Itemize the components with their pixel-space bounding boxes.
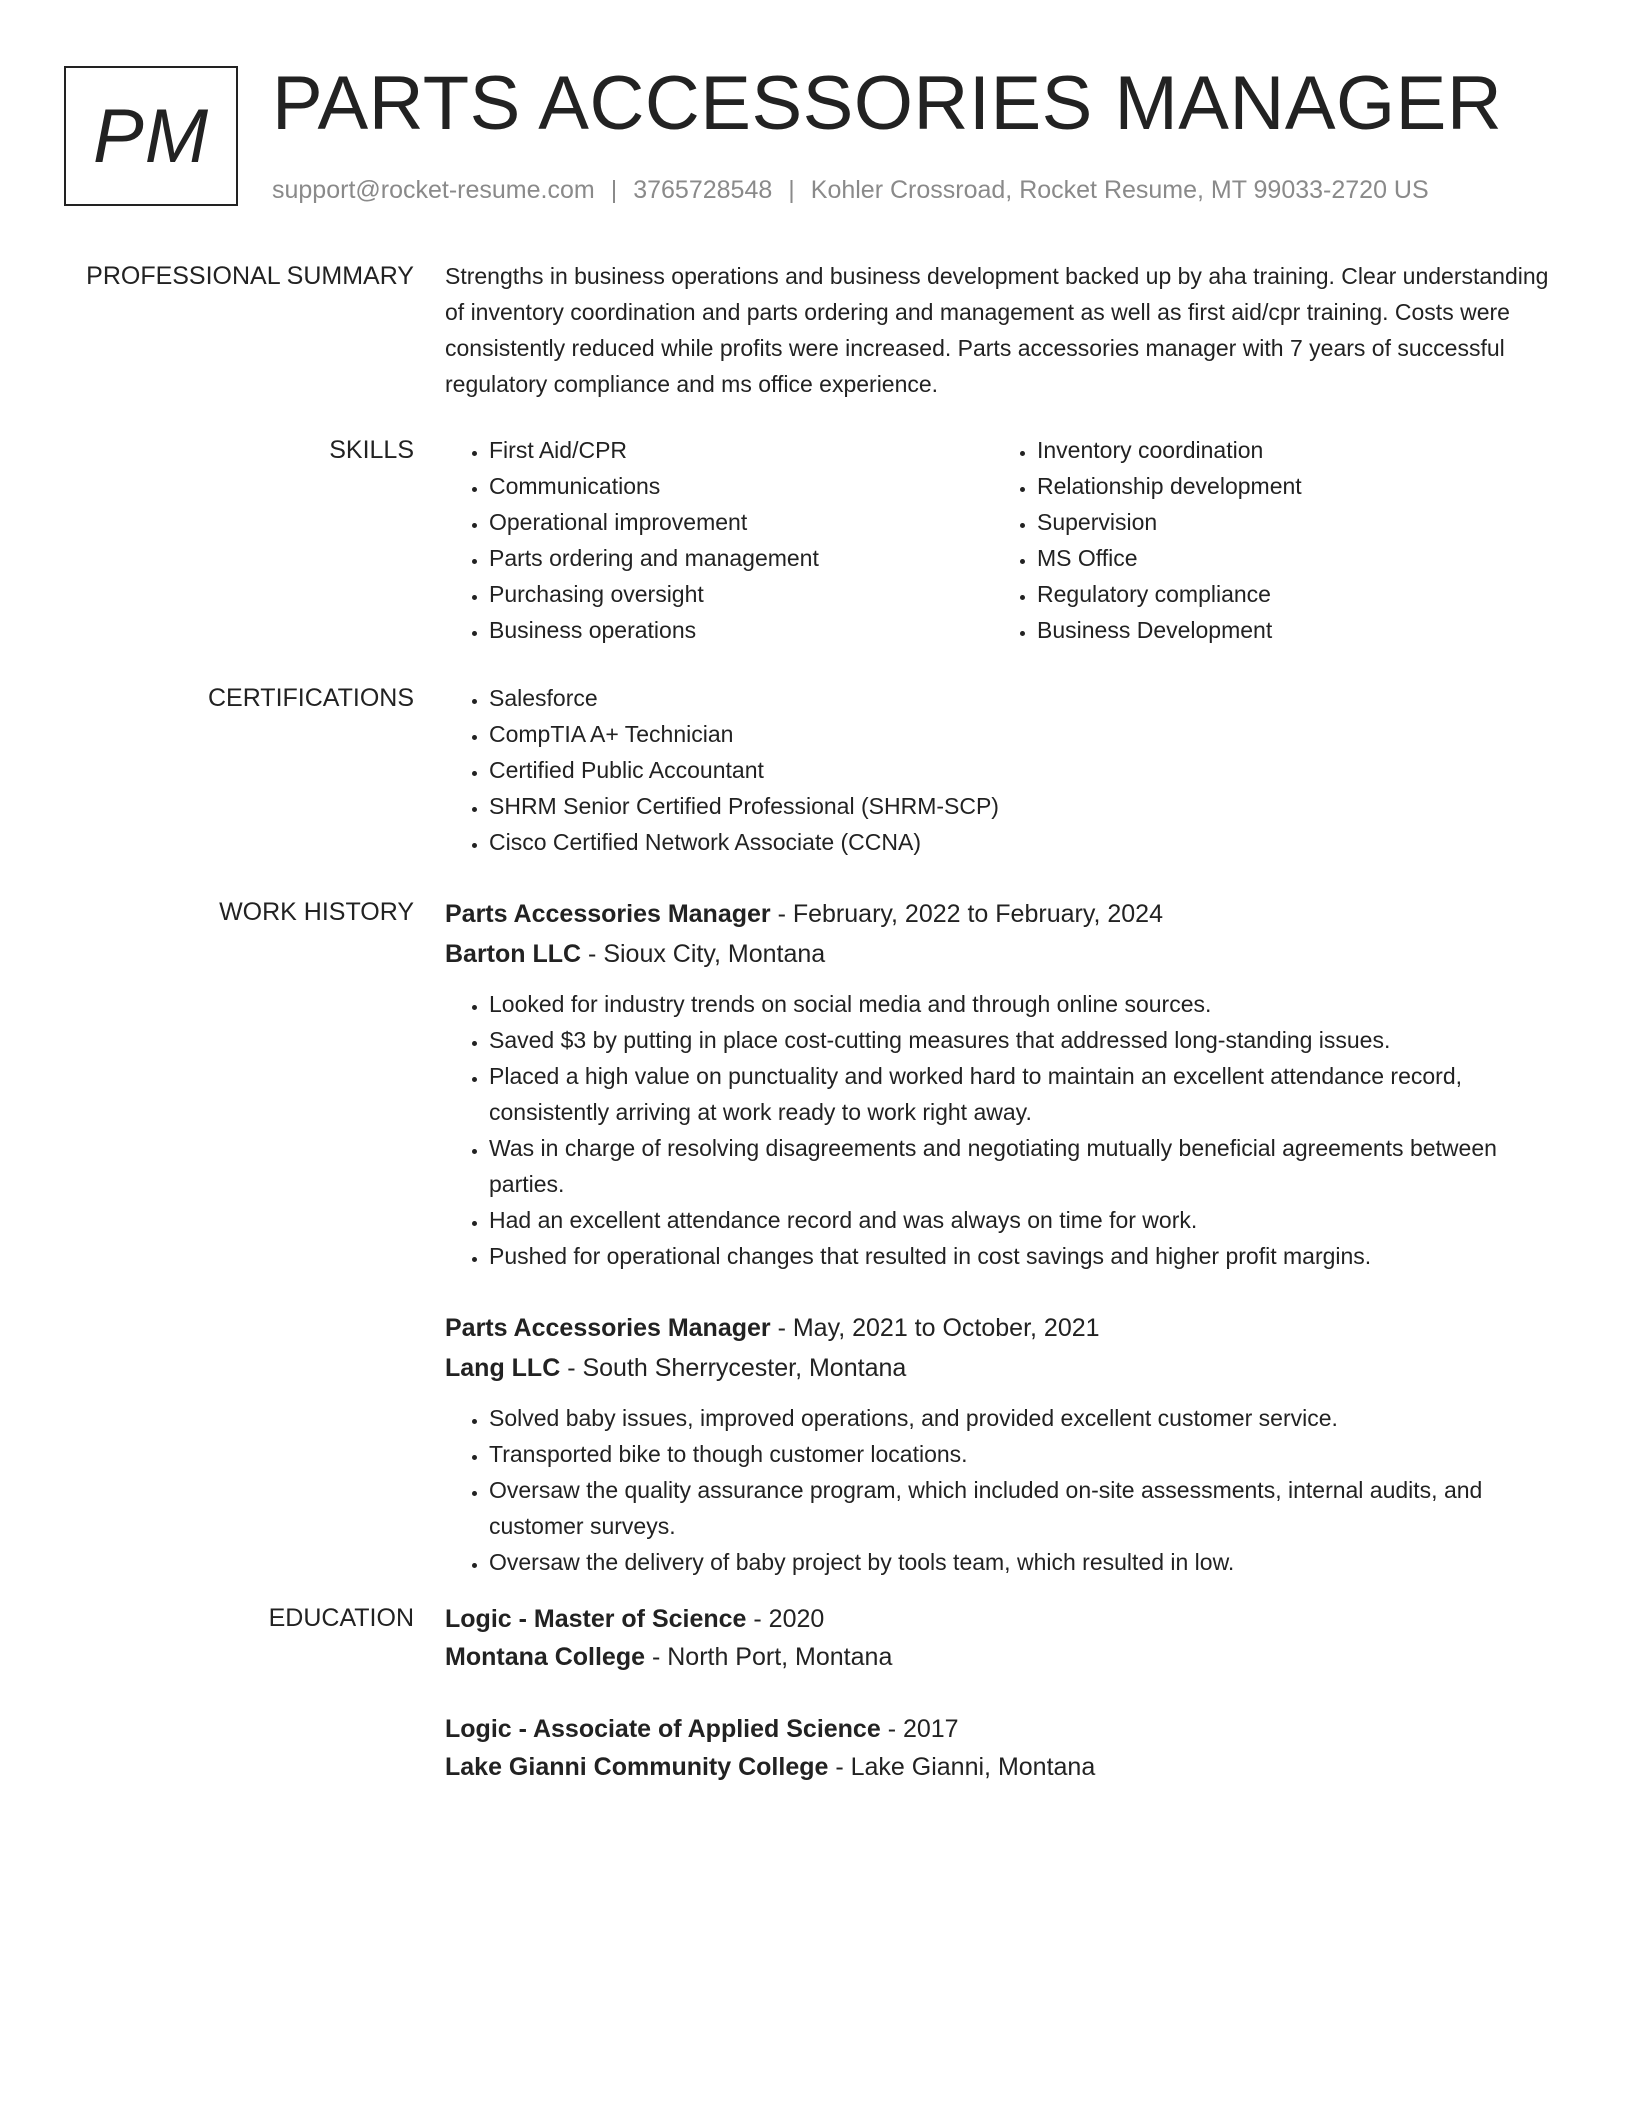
list-item: • Cisco Certified Network Associate (CCNA) <box>489 824 1555 860</box>
monogram-box <box>64 66 238 206</box>
job-bullet-list <box>445 986 1555 1274</box>
education-entry <box>445 1600 1555 1676</box>
list-item: • CompTIA A+ Technician <box>489 716 1555 752</box>
list-item: • Oversaw the quality assurance program, which included on-site assessments, internal audits, and customer surveys. <box>489 1472 1555 1544</box>
education-location: - Lake Gianni, Montana <box>828 1753 1096 1781</box>
list-item: • SHRM Senior Certified Professional (SHRM-SCP) <box>489 788 1555 824</box>
list-item: • First Aid/CPR <box>489 432 993 468</box>
certifications-list <box>445 680 1555 860</box>
list-item: • Placed a high value on punctuality and worked hard to maintain an excellent attendance record, consistently arriving at work ready to work right away. <box>489 1058 1555 1130</box>
job-entry <box>445 1308 1555 1580</box>
education-year: - 2017 <box>880 1715 959 1743</box>
job-dates: - February, 2022 to February, 2024 <box>770 900 1163 928</box>
list-item: • Business Development <box>1037 612 1541 648</box>
list-item: • Parts ordering and management <box>489 540 993 576</box>
education-school: Montana College <box>445 1643 646 1671</box>
education-school: Lake Gianni Community College <box>445 1753 829 1781</box>
section-label-education: EDUCATION <box>268 1604 414 1632</box>
skills-grid <box>445 432 1555 648</box>
education-school-line <box>445 1638 1555 1676</box>
list-item: • Business operations <box>489 612 993 648</box>
list-item: • MS Office <box>1037 540 1541 576</box>
list-item: • Operational improvement <box>489 504 993 540</box>
list-item: • Certified Public Accountant <box>489 752 1555 788</box>
skills-body <box>445 432 1555 648</box>
job-title-line <box>445 1308 1555 1348</box>
skills-column-right <box>993 432 1541 648</box>
job-title: Parts Accessories Manager <box>445 1314 771 1342</box>
skills-list-left <box>445 432 993 648</box>
job-location: - South Sherrycester, Montana <box>560 1354 907 1382</box>
contact-phone[interactable]: 3765728548 <box>633 176 773 204</box>
list-item: • Had an excellent attendance record and was always on time for work. <box>489 1202 1555 1238</box>
list-item: • Transported bike to though customer locations. <box>489 1436 1555 1472</box>
work-history-body <box>445 894 1555 1580</box>
list-item: • Inventory coordination <box>1037 432 1541 468</box>
section-label-skills: SKILLS <box>329 436 414 464</box>
list-item: • Supervision <box>1037 504 1541 540</box>
summary-text: Strengths in business operations and business development backed up by aha training. Clear understanding of inventory coordination and parts ordering and management as well as first aid/cpr training. Costs were consistently reduced while profits were increased. Parts accessories manager with 7 years of successful regulatory compliance and ms office experience. <box>445 263 1549 397</box>
list-item: • Communications <box>489 468 993 504</box>
job-title: Parts Accessories Manager <box>445 900 771 928</box>
contact-address: Kohler Crossroad, Rocket Resume, MT 99033-2720 US <box>810 176 1429 204</box>
job-dates: - May, 2021 to October, 2021 <box>770 1314 1100 1342</box>
job-company: Lang LLC <box>445 1354 561 1382</box>
job-entry <box>445 894 1555 1274</box>
education-year: - 2020 <box>746 1605 825 1633</box>
education-body <box>445 1600 1555 1786</box>
job-title-line <box>445 894 1555 934</box>
list-item: • Salesforce <box>489 680 1555 716</box>
job-company-line <box>445 934 1555 974</box>
contact-separator: | <box>610 176 618 204</box>
job-company: Barton LLC <box>445 940 582 968</box>
section-label-certifications: CERTIFICATIONS <box>207 684 414 712</box>
certifications-body <box>445 680 1555 860</box>
list-item: • Was in charge of resolving disagreements and negotiating mutually beneficial agreements between parties. <box>489 1130 1555 1202</box>
education-location: - North Port, Montana <box>645 1643 893 1671</box>
monogram-initials: PM <box>93 93 209 179</box>
list-item: • Purchasing oversight <box>489 576 993 612</box>
contact-email[interactable]: support@rocket-resume.com <box>272 176 595 204</box>
section-label-work-history: WORK HISTORY <box>219 898 414 926</box>
section-label-summary: PROFESSIONAL SUMMARY <box>86 262 414 290</box>
list-item: • Solved baby issues, improved operations, and provided excellent customer service. <box>489 1400 1555 1436</box>
contact-line <box>272 174 1429 206</box>
job-company-line <box>445 1348 1555 1388</box>
education-degree: Logic - Master of Science <box>445 1605 747 1633</box>
list-item: • Saved $3 by putting in place cost-cutting measures that addressed long-standing issues. <box>489 1022 1555 1058</box>
list-item: • Relationship development <box>1037 468 1541 504</box>
education-degree-line <box>445 1710 1555 1748</box>
list-item: • Oversaw the delivery of baby project by tools team, which resulted in low. <box>489 1544 1555 1580</box>
job-bullet-list <box>445 1400 1555 1580</box>
education-degree: Logic - Associate of Applied Science <box>445 1715 881 1743</box>
skills-column-left <box>445 432 993 648</box>
education-school-line <box>445 1748 1555 1786</box>
skills-list-right <box>993 432 1541 648</box>
summary-body <box>445 258 1555 402</box>
education-entry <box>445 1710 1555 1786</box>
contact-separator: | <box>788 176 795 204</box>
list-item: • Regulatory compliance <box>1037 576 1541 612</box>
education-degree-line <box>445 1600 1555 1638</box>
list-item: • Looked for industry trends on social media and through online sources. <box>489 986 1555 1022</box>
list-item: • Pushed for operational changes that resulted in cost savings and higher profit margins. <box>489 1238 1555 1274</box>
job-location: - Sioux City, Montana <box>581 940 826 968</box>
candidate-title: PARTS ACCESSORIES MANAGER <box>272 61 1503 146</box>
